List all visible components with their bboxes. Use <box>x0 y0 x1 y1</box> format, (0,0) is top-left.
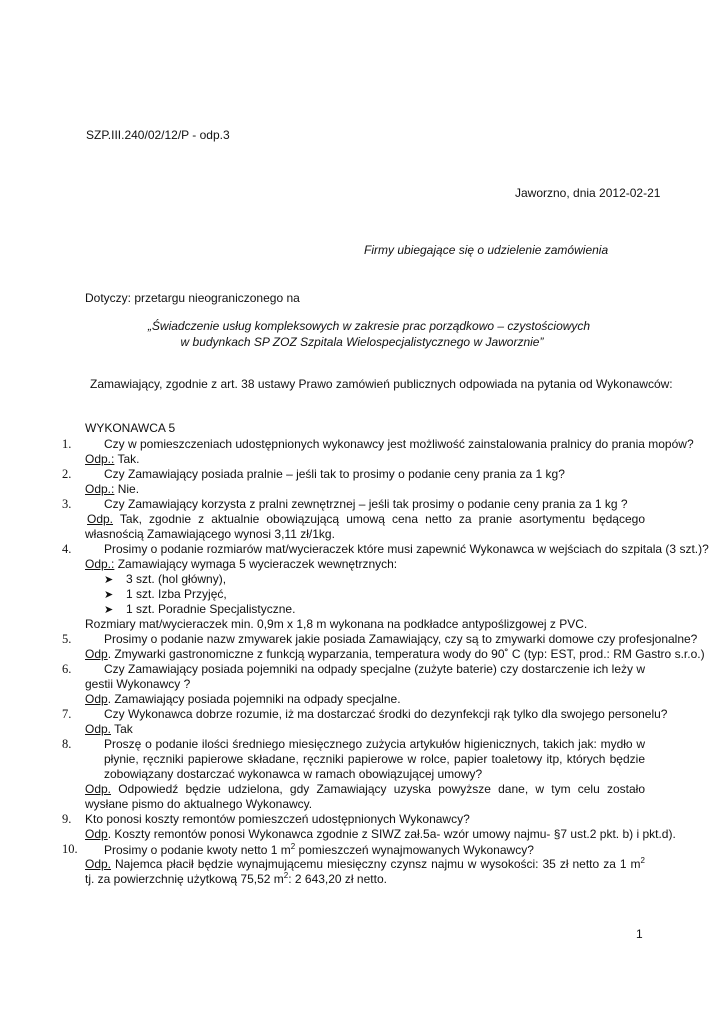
question-text: Prosimy o podanie nazw zmywarek jakie posiada Zamawiający, czy są to zmywarki domowe czy profesjonalne? <box>104 632 698 646</box>
arrow-bullet-icon: ➤ <box>104 574 114 586</box>
bullet-item: 3 szt. (hol główny), <box>126 572 227 586</box>
question-number: 6. <box>62 662 72 676</box>
answer-text: Odpowiedź będzie udzielona, gdy Zamawiający uzyska powyższe dane, w tym celu zostało wysłane pismo do aktualnego Wykonawcy. <box>85 782 645 811</box>
superscript: 2 <box>640 856 645 865</box>
question-number: 10. <box>62 842 78 856</box>
question-text: Czy Wykonawca dobrze rozumie, iż ma dostarczać środki do dezynfekcji rąk tylko dla swojego personelu? <box>104 707 668 721</box>
answer-label: Odp.: <box>85 452 115 466</box>
question-text <box>104 842 534 857</box>
subject-title-line2: w budynkach SP ZOZ Szpitala Wielospecjalistycznego w Jaworznie” <box>180 335 544 349</box>
page-number: 1 <box>636 927 643 941</box>
superscript: 2 <box>290 842 296 851</box>
answer <box>85 782 645 812</box>
answer <box>85 857 645 887</box>
arrow-bullet-icon: ➤ <box>104 604 114 616</box>
answer-text: Tak, zgodnie z aktualnie obowiązującą umową cena netto za pranie asortymentu będącego własnością Zamawiającego wynosi 3,11 zł/1kg. <box>85 512 645 541</box>
answer-label: Odp. <box>85 782 112 796</box>
answer-label: Odp <box>85 827 108 841</box>
question-number: 9. <box>62 812 72 826</box>
answer-label: Odp.: <box>85 557 115 571</box>
question-number: 5. <box>62 632 72 646</box>
question-number: 7. <box>62 707 72 721</box>
answer-text: : 2 643,20 zł netto. <box>288 872 387 886</box>
answer <box>85 827 676 841</box>
answer <box>85 452 139 466</box>
question-number: 4. <box>62 542 72 556</box>
answer-text: Nie. <box>114 482 140 496</box>
answer <box>85 512 645 542</box>
question-number: 3. <box>62 497 72 511</box>
answer <box>85 647 705 661</box>
answer <box>85 692 401 706</box>
section-heading: WYKONAWCA 5 <box>85 421 176 435</box>
intro-paragraph: Zamawiający, zgodnie z art. 38 ustawy Prawo zamówień publicznych odpowiada na pytania od Wykonawców: <box>90 377 673 391</box>
bullet-item: 1 szt. Izba Przyjęć, <box>126 587 227 601</box>
question-number: 8. <box>62 737 72 751</box>
question-text: Czy Zamawiający posiada pralnie – jeśli tak to prosimy o podanie ceny prania za 1 kg? <box>104 467 565 481</box>
answer-text: Tak <box>111 722 133 736</box>
recipients: Firmy ubiegające się o udzielenie zamówienia <box>364 243 609 257</box>
place-date: Jaworzno, dnia 2012-02-21 <box>515 186 661 200</box>
answer-label: Odp. <box>85 857 112 871</box>
question-text: Czy w pomieszczeniach udostępnionych wykonawcy jest możliwość zainstalowania pralnicy do prania mopów? <box>104 437 694 451</box>
superscript: 2 <box>283 871 289 880</box>
question-text: Czy Zamawiający korzysta z pralni zewnętrznej – jeśli tak prosimy o podanie ceny prania za 1 kg ? <box>104 497 628 511</box>
question-text: Prosimy o podanie rozmiarów mat/wycieraczek które musi zapewnić Wykonawca w wejściach do szpitala (3 szt.)? <box>104 542 709 556</box>
question-number: 2. <box>62 467 72 481</box>
reference-number: SZP.III.240/02/12/P - odp.3 <box>86 128 230 142</box>
question-text: Kto ponosi koszty remontów pomieszczeń udostępnionych Wykonawcy? <box>85 812 470 826</box>
answer-text: . Zmywarki gastronomiczne z funkcją wyparzania, temperatura wody do 90˚ C (typ: EST, prod.: RM Gastro s.r.o.) <box>107 647 705 661</box>
subject-title-line1: „Świadczenie usług kompleksowych w zakresie prac porządkowo – czystościowych <box>147 319 591 333</box>
arrow-bullet-icon: ➤ <box>104 589 114 601</box>
answer <box>85 722 133 736</box>
question-text-part: Prosimy o podanie kwoty netto 1 m <box>104 843 291 857</box>
bullet-item: 1 szt. Poradnie Specjalistyczne. <box>126 602 296 616</box>
answer <box>85 557 397 571</box>
answer-label: Odp.: <box>85 482 115 496</box>
question-text-part: pomieszczeń wynajmowanych Wykonawcy? <box>295 843 534 857</box>
question-text: Czy Zamawiający posiada pojemniki na odpady specjalne (zużyte baterie) czy dostarczenie ich leży w gestii Wykonawcy ? <box>85 662 645 691</box>
answer-text: Zamawiający wymaga 5 wycieraczek wewnętrznych: <box>114 557 398 571</box>
answer-text: . Zamawiający posiada pojemniki na odpady specjalne. <box>107 692 401 706</box>
answer-label: Odp <box>85 692 108 706</box>
answer-text: tj. za powierzchnię użytkową 75,52 m <box>85 872 284 886</box>
answer-text: Najemca płacił będzie wynajmującemu miesięczny czynsz najmu w wysokości: 35 zł netto za 1 m <box>111 857 641 871</box>
answer-text: . Koszty remontów ponosi Wykonawca zgodnie z SIWZ zał.5a- wzór umowy najmu- §7 ust.2 pkt. b) i pkt.d). <box>107 827 676 841</box>
answer-note: Rozmiary mat/wycieraczek min. 0,9m x 1,8 m wykonana na podkładce antypoślizgowej z PVC. <box>85 617 588 631</box>
question-number: 1. <box>62 437 72 451</box>
subject-label: Dotyczy: przetargu nieograniczonego na <box>85 291 300 305</box>
question-text: Proszę o podanie ilości średniego miesięcznego zużycia artykułów higienicznych, takich jak: mydło w płynie, ręczniki papierowe składane, ręczniki papierowe w rolce, papier toaletowy itp, których będzie zobowiązany dostarczać wykonawca w ramach obowiązującej umowy? <box>104 737 645 781</box>
answer-label: Odp. <box>87 512 114 526</box>
answer-label: Odp. <box>85 722 112 736</box>
answer-label: Odp <box>85 647 108 661</box>
answer <box>85 482 139 496</box>
answer-text: Tak. <box>114 452 140 466</box>
